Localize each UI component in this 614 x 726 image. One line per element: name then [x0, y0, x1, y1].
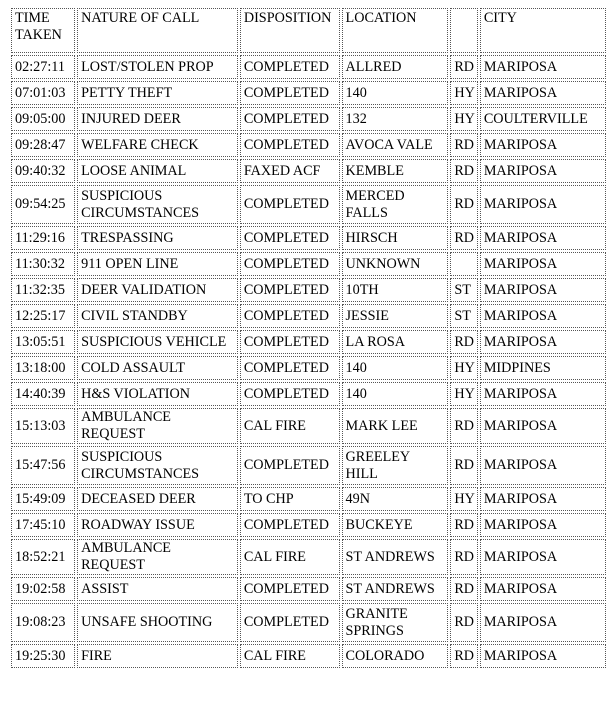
cell-location: COLORADO: [342, 644, 449, 668]
cell-street-suffix: RD: [450, 55, 477, 79]
cell-nature-of-call: UNSAFE SHOOTING: [77, 603, 238, 642]
cell-city: MARIPOSA: [480, 159, 606, 183]
cell-street-suffix: RD: [450, 330, 477, 354]
table-row: [11, 278, 606, 302]
header-disposition: DISPOSITION: [240, 8, 340, 53]
cell-city: MARIPOSA: [480, 226, 606, 250]
cell-city: MARIPOSA: [480, 55, 606, 79]
cell-street-suffix: RD: [450, 133, 477, 157]
cell-location: LA ROSA: [342, 330, 449, 354]
cell-disposition: COMPLETED: [240, 513, 340, 537]
table-row: [11, 513, 606, 537]
cell-location: 140: [342, 382, 449, 406]
cell-street-suffix: RD: [450, 446, 477, 485]
cell-disposition: COMPLETED: [240, 304, 340, 328]
cell-location: HIRSCH: [342, 226, 449, 250]
cell-nature-of-call: SUSPICIOUS VEHICLE: [77, 330, 238, 354]
cell-time-taken: 11:30:32: [11, 252, 75, 276]
cell-disposition: COMPLETED: [240, 278, 340, 302]
cell-street-suffix: RD: [450, 185, 477, 224]
cell-nature-of-call: CIVIL STANDBY: [77, 304, 238, 328]
table-row: [11, 446, 606, 485]
cell-city: MARIPOSA: [480, 330, 606, 354]
cell-street-suffix: HY: [450, 487, 477, 511]
cell-disposition: COMPLETED: [240, 356, 340, 380]
cell-nature-of-call: LOOSE ANIMAL: [77, 159, 238, 183]
cell-street-suffix: RD: [450, 539, 477, 575]
cell-city: MARIPOSA: [480, 539, 606, 575]
cell-street-suffix: RD: [450, 226, 477, 250]
cell-disposition: COMPLETED: [240, 226, 340, 250]
cell-nature-of-call: SUSPICIOUS CIRCUMSTANCES: [77, 185, 238, 224]
cell-time-taken: 11:32:35: [11, 278, 75, 302]
cell-nature-of-call: AMBULANCE REQUEST: [77, 539, 238, 575]
cell-street-suffix: HY: [450, 107, 477, 131]
cell-city: MARIPOSA: [480, 133, 606, 157]
cell-location: MERCED FALLS: [342, 185, 449, 224]
cell-street-suffix: RD: [450, 408, 477, 444]
cell-street-suffix: [450, 252, 477, 276]
cell-disposition: CAL FIRE: [240, 539, 340, 575]
call-log-body: [11, 55, 606, 668]
table-row: [11, 133, 606, 157]
cell-time-taken: 19:02:58: [11, 577, 75, 601]
table-row: [11, 330, 606, 354]
cell-street-suffix: ST: [450, 278, 477, 302]
table-row: [11, 81, 606, 105]
cell-street-suffix: ST: [450, 304, 477, 328]
table-row: [11, 577, 606, 601]
cell-disposition: COMPLETED: [240, 330, 340, 354]
cell-nature-of-call: WELFARE CHECK: [77, 133, 238, 157]
cell-city: MARIPOSA: [480, 278, 606, 302]
cell-nature-of-call: ROADWAY ISSUE: [77, 513, 238, 537]
cell-city: MARIPOSA: [480, 252, 606, 276]
cell-location: AVOCA VALE: [342, 133, 449, 157]
cell-nature-of-call: SUSPICIOUS CIRCUMSTANCES: [77, 446, 238, 485]
cell-time-taken: 13:18:00: [11, 356, 75, 380]
cell-disposition: COMPLETED: [240, 382, 340, 406]
cell-time-taken: 19:25:30: [11, 644, 75, 668]
table-row: [11, 382, 606, 406]
cell-nature-of-call: COLD ASSAULT: [77, 356, 238, 380]
table-row: [11, 226, 606, 250]
cell-nature-of-call: ASSIST: [77, 577, 238, 601]
cell-street-suffix: RD: [450, 513, 477, 537]
header-location: LOCATION: [342, 8, 449, 53]
table-row: [11, 487, 606, 511]
cell-location: ALLRED: [342, 55, 449, 79]
table-row: [11, 644, 606, 668]
cell-time-taken: 09:28:47: [11, 133, 75, 157]
cell-nature-of-call: DEER VALIDATION: [77, 278, 238, 302]
table-row: [11, 539, 606, 575]
cell-disposition: COMPLETED: [240, 185, 340, 224]
cell-disposition: CAL FIRE: [240, 408, 340, 444]
cell-city: MARIPOSA: [480, 81, 606, 105]
cell-location: ST ANDREWS: [342, 539, 449, 575]
header-time-taken: TIME TAKEN: [11, 8, 75, 53]
cell-disposition: COMPLETED: [240, 55, 340, 79]
cell-disposition: TO CHP: [240, 487, 340, 511]
cell-location: MARK LEE: [342, 408, 449, 444]
cell-nature-of-call: AMBULANCE REQUEST: [77, 408, 238, 444]
cell-location: JESSIE: [342, 304, 449, 328]
cell-time-taken: 09:54:25: [11, 185, 75, 224]
cell-disposition: CAL FIRE: [240, 644, 340, 668]
cell-time-taken: 12:25:17: [11, 304, 75, 328]
cell-location: 132: [342, 107, 449, 131]
cell-nature-of-call: FIRE: [77, 644, 238, 668]
table-row: [11, 159, 606, 183]
cell-nature-of-call: INJURED DEER: [77, 107, 238, 131]
cell-disposition: COMPLETED: [240, 81, 340, 105]
cell-disposition: COMPLETED: [240, 603, 340, 642]
table-row: [11, 252, 606, 276]
table-row: [11, 356, 606, 380]
cell-time-taken: 11:29:16: [11, 226, 75, 250]
call-log-table: [9, 6, 608, 670]
table-row: [11, 185, 606, 224]
cell-city: MARIPOSA: [480, 185, 606, 224]
table-row: [11, 408, 606, 444]
cell-street-suffix: RD: [450, 577, 477, 601]
header-suffix: [450, 8, 477, 53]
cell-city: MARIPOSA: [480, 487, 606, 511]
cell-street-suffix: RD: [450, 603, 477, 642]
table-row: [11, 603, 606, 642]
cell-time-taken: 07:01:03: [11, 81, 75, 105]
cell-time-taken: 17:45:10: [11, 513, 75, 537]
cell-nature-of-call: 911 OPEN LINE: [77, 252, 238, 276]
cell-time-taken: 14:40:39: [11, 382, 75, 406]
cell-location: UNKNOWN: [342, 252, 449, 276]
cell-street-suffix: HY: [450, 81, 477, 105]
cell-nature-of-call: TRESPASSING: [77, 226, 238, 250]
cell-disposition: COMPLETED: [240, 107, 340, 131]
cell-time-taken: 15:49:09: [11, 487, 75, 511]
cell-time-taken: 18:52:21: [11, 539, 75, 575]
cell-time-taken: 09:40:32: [11, 159, 75, 183]
cell-city: MARIPOSA: [480, 382, 606, 406]
cell-city: MARIPOSA: [480, 513, 606, 537]
cell-time-taken: 19:08:23: [11, 603, 75, 642]
cell-city: MIDPINES: [480, 356, 606, 380]
cell-nature-of-call: DECEASED DEER: [77, 487, 238, 511]
cell-disposition: COMPLETED: [240, 577, 340, 601]
cell-time-taken: 15:13:03: [11, 408, 75, 444]
cell-location: KEMBLE: [342, 159, 449, 183]
cell-disposition: COMPLETED: [240, 133, 340, 157]
cell-time-taken: 15:47:56: [11, 446, 75, 485]
cell-time-taken: 13:05:51: [11, 330, 75, 354]
table-row: [11, 107, 606, 131]
cell-city: COULTERVILLE: [480, 107, 606, 131]
cell-nature-of-call: H&S VIOLATION: [77, 382, 238, 406]
cell-street-suffix: HY: [450, 382, 477, 406]
cell-location: 140: [342, 356, 449, 380]
table-row: [11, 304, 606, 328]
cell-city: MARIPOSA: [480, 304, 606, 328]
cell-disposition: COMPLETED: [240, 446, 340, 485]
cell-street-suffix: RD: [450, 159, 477, 183]
cell-location: GRANITE SPRINGS: [342, 603, 449, 642]
cell-location: 10TH: [342, 278, 449, 302]
cell-disposition: FAXED ACF: [240, 159, 340, 183]
cell-disposition: COMPLETED: [240, 252, 340, 276]
cell-city: MARIPOSA: [480, 408, 606, 444]
cell-street-suffix: RD: [450, 644, 477, 668]
header-city: CITY: [480, 8, 606, 53]
cell-location: GREELEY HILL: [342, 446, 449, 485]
cell-city: MARIPOSA: [480, 603, 606, 642]
cell-location: 140: [342, 81, 449, 105]
cell-city: MARIPOSA: [480, 446, 606, 485]
cell-city: MARIPOSA: [480, 577, 606, 601]
cell-location: 49N: [342, 487, 449, 511]
cell-nature-of-call: LOST/STOLEN PROP: [77, 55, 238, 79]
header-row: [11, 8, 606, 53]
cell-nature-of-call: PETTY THEFT: [77, 81, 238, 105]
cell-location: BUCKEYE: [342, 513, 449, 537]
header-nature-of-call: NATURE OF CALL: [77, 8, 238, 53]
cell-time-taken: 09:05:00: [11, 107, 75, 131]
table-row: [11, 55, 606, 79]
cell-time-taken: 02:27:11: [11, 55, 75, 79]
cell-street-suffix: HY: [450, 356, 477, 380]
cell-city: MARIPOSA: [480, 644, 606, 668]
cell-location: ST ANDREWS: [342, 577, 449, 601]
